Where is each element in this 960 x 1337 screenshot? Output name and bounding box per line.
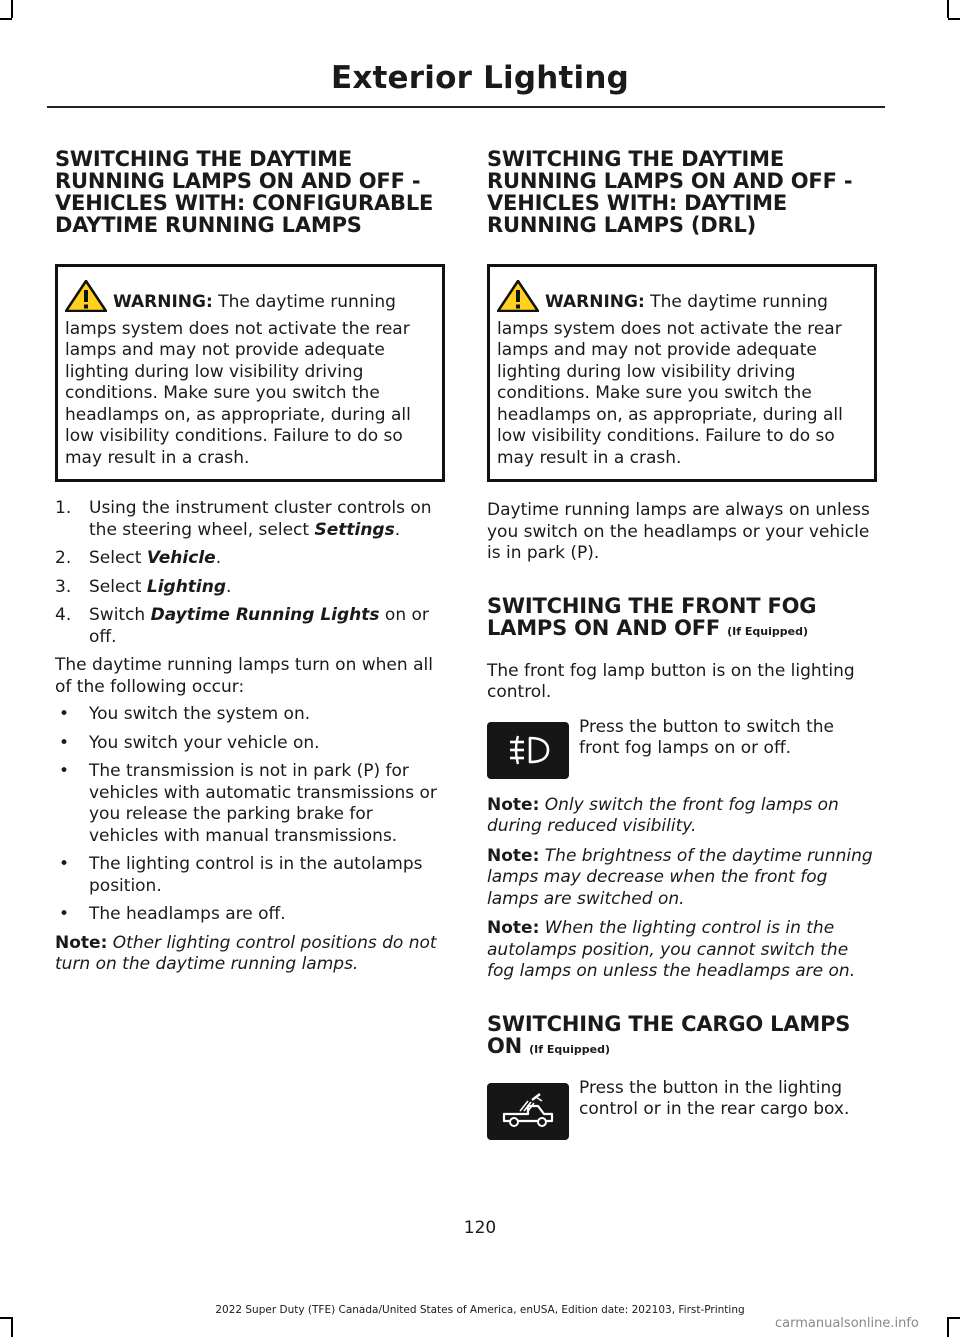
footer-edition: 2022 Super Duty (TFE) Canada/United States of America, enUSA, Edition date: 202103, First-Printing (215, 1304, 745, 1316)
menu-term: Vehicle (146, 548, 216, 568)
if-equipped-label: (If Equipped) (529, 1042, 610, 1056)
step-text: Select (89, 576, 147, 597)
step-number: 1. (55, 498, 72, 518)
note-label: Note: (487, 845, 540, 866)
header-divider (47, 106, 885, 108)
warning-label: WARNING: (545, 292, 645, 312)
bullet: • (59, 732, 70, 753)
warning-label: WARNING: (113, 292, 213, 312)
bullet-text: The transmission is not in park (P) for vehicles with automatic transmissions or you release the parking brake for vehicles with manual transmissions. (89, 761, 437, 846)
steps-list (55, 498, 445, 648)
note (487, 795, 877, 838)
warning-triangle-icon (497, 280, 539, 319)
note-text: When the lighting control is in the autolamps position, you cannot switch the fog lamps on unless the headlamps are on. (487, 918, 856, 981)
bullet: • (59, 704, 70, 724)
list-item (55, 904, 445, 926)
crop-mark (947, 1317, 949, 1337)
note (55, 933, 445, 976)
fog-figure-row (487, 716, 877, 779)
warning-box (487, 264, 877, 482)
note-text: Other lighting control positions do not turn on the daytime running lamps. (55, 932, 437, 974)
list-item (55, 548, 445, 570)
bullet: • (59, 854, 70, 874)
conditions-intro: The daytime running lamps turn on when all of the following occur: (55, 655, 433, 697)
step-text: Switch (89, 605, 151, 625)
bullet-text: The headlamps are off. (89, 904, 286, 924)
page-number: 120 (463, 1218, 497, 1238)
note (487, 846, 877, 911)
crop-mark (948, 18, 960, 20)
note-label: Note: (487, 794, 540, 815)
note-label: Note: (487, 918, 540, 938)
list-item (55, 704, 445, 726)
warning-triangle-icon (65, 280, 107, 319)
step-number: 4. (55, 605, 72, 625)
bullet-text: The lighting control is in the autolamps position. (89, 854, 423, 896)
bullet-text: You switch the system on. (89, 704, 311, 724)
step-text: Using the instrument cluster controls on the steering wheel, select (89, 498, 432, 540)
crop-mark (947, 0, 949, 18)
step-text: on or off. (89, 605, 429, 647)
step-number: 2. (55, 548, 72, 568)
step-text: . (394, 519, 401, 540)
section-heading-front-fog (487, 595, 877, 643)
menu-term: Lighting (146, 576, 227, 597)
menu-term: Settings (314, 519, 395, 540)
drl-description: Daytime running lamps are always on unless you switch on the headlamps or your vehicle is in park (P). (487, 500, 870, 563)
bullet: • (59, 904, 70, 924)
note-text: The brightness of the daytime running lamps may decrease when the front fog lamps are switched on. (487, 845, 873, 909)
watermark-text: carmanualsonline.info (775, 1316, 919, 1331)
fog-intro: The front fog lamp button is on the lighting control. (487, 660, 855, 702)
list-item (55, 577, 445, 599)
section-heading-configurable-drl: SWITCHING THE DAYTIME RUNNING LAMPS ON AND OFF - VEHICLES WITH: CONFIGURABLE DAYTIME RUNNING LAMPS (55, 147, 434, 237)
note-text: Only switch the front fog lamps on during reduced visibility. (487, 794, 839, 836)
step-text: . (226, 576, 232, 597)
bullet-text: You switch your vehicle on. (89, 732, 320, 753)
list-item (55, 498, 445, 541)
menu-term: Daytime Running Lights (150, 605, 380, 625)
left-column (55, 148, 445, 976)
note (487, 918, 877, 983)
heading-text: SWITCHING THE CARGO LAMPS ON (487, 1011, 851, 1058)
crop-mark (11, 0, 13, 18)
warning-box (55, 264, 445, 482)
fog-press-text: Press the button to switch the front fog lamps on or off. (579, 716, 834, 758)
list-item (55, 605, 445, 648)
step-number: 3. (55, 576, 72, 597)
section-heading-cargo-lamps (487, 1013, 877, 1061)
step-text: . (215, 548, 222, 568)
heading-text: SWITCHING THE FRONT FOG LAMPS ON AND OFF (487, 593, 817, 640)
crop-mark (0, 1317, 12, 1319)
crop-mark (0, 18, 12, 20)
warning-text: The daytime running lamps system does not activate the rear lamps and may not provide adequate lighting during low visibility driving conditions. Make sure you switch the headlamps on, as appropriate, during all low visibility conditions. Failure to do so may result in a crash. (65, 292, 411, 468)
list-item (55, 761, 445, 847)
warning-text: The daytime running lamps system does not activate the rear lamps and may not provide adequate lighting during low visibility driving conditions. Make sure you switch the headlamps on, as appropriate, during all low visibility conditions. Failure to do so may result in a crash. (497, 292, 843, 468)
cargo-figure-row (487, 1077, 877, 1140)
page-title: Exterior Lighting (330, 60, 630, 96)
if-equipped-label: (If Equipped) (727, 624, 808, 638)
bullet: • (59, 761, 70, 781)
cargo-press-text: Press the button in the lighting control or in the rear cargo box. (579, 1077, 850, 1119)
list-item (55, 854, 445, 897)
note-label: Note: (55, 932, 108, 953)
crop-mark (948, 1317, 960, 1319)
right-column (487, 148, 877, 1140)
list-item (55, 733, 445, 755)
cargo-lamp-icon (487, 1083, 569, 1140)
step-text: Select (89, 548, 147, 568)
crop-mark (11, 1317, 13, 1337)
conditions-list (55, 704, 445, 926)
section-heading-drl: SWITCHING THE DAYTIME RUNNING LAMPS ON AND OFF - VEHICLES WITH: DAYTIME RUNNING LAMPS (DRL) (487, 147, 853, 237)
front-fog-lamp-icon (487, 722, 569, 779)
